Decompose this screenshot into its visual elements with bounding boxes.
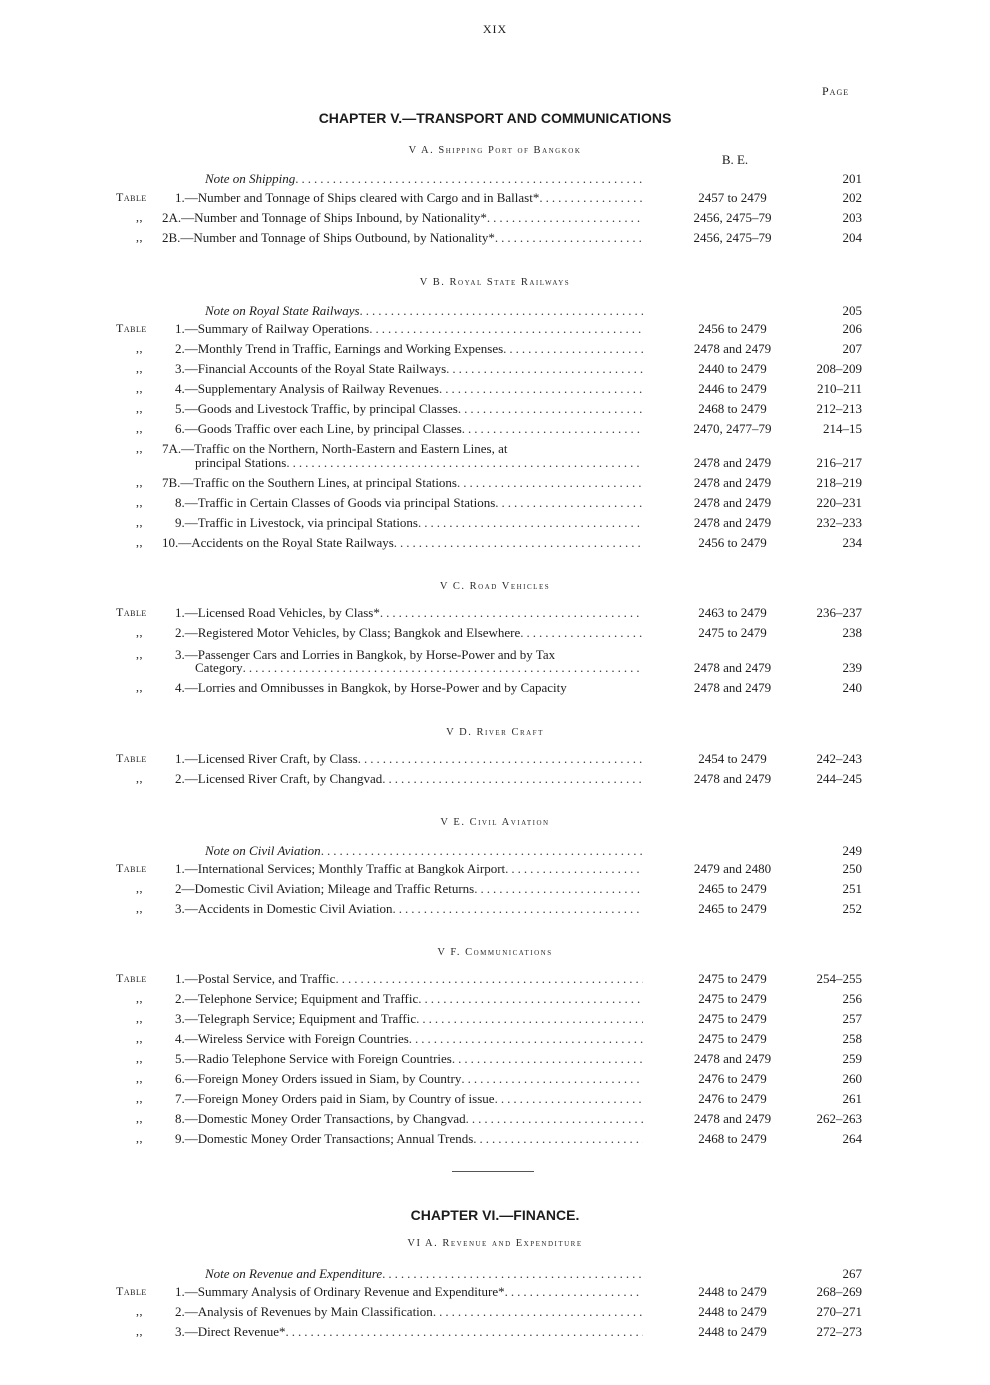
entry-page: 206	[842, 321, 862, 336]
entry-be-years: 2446 to 2479	[698, 381, 767, 396]
toc-entry	[0, 1304, 990, 1324]
page-number: XIX	[482, 22, 508, 36]
toc-entry	[0, 361, 990, 381]
toc-entry	[0, 1011, 990, 1031]
toc-entry	[0, 1131, 990, 1151]
entry-page: 262–263	[816, 1111, 862, 1126]
entry-title: 6.—Foreign Money Orders issued in Siam, by Country	[175, 1071, 462, 1086]
entry-label: ,,	[136, 381, 143, 395]
entry-label: ,,	[136, 341, 143, 355]
toc-entry	[0, 1111, 990, 1131]
entry-title: 3.—Direct Revenue*	[175, 1324, 286, 1339]
toc-entry	[0, 421, 990, 441]
entry-title: 2A.—Number and Tonnage of Ships Inbound, by Nationality*	[162, 210, 487, 225]
entry-be-years: 2479 and 2480	[693, 861, 772, 876]
dot-leader	[433, 1304, 643, 1320]
entry-label: ,,	[136, 495, 143, 509]
entry-page: 258	[842, 1031, 862, 1046]
entry-label: ,,	[136, 680, 143, 694]
entry-title: Note on Royal State Railways	[205, 303, 360, 318]
toc-entry	[0, 535, 990, 555]
entry-title: 8.—Traffic in Certain Classes of Goods via principal Stations	[175, 495, 496, 510]
toc-entry	[0, 660, 990, 680]
dot-leader	[382, 1266, 643, 1282]
entry-be-years: 2454 to 2479	[698, 751, 767, 766]
entry-be-years: 2440 to 2479	[698, 361, 767, 376]
entry-title: 7.—Foreign Money Orders paid in Siam, by Country of issue	[175, 1091, 495, 1106]
entry-page: 251	[842, 881, 862, 896]
entry-be-years: 2470, 2477–79	[693, 421, 772, 436]
section-divider	[452, 1171, 534, 1172]
dot-leader	[466, 1111, 643, 1127]
entry-be-years: 2478 and 2479	[693, 1111, 772, 1126]
entry-page: 240	[842, 680, 862, 695]
dot-leader	[409, 1031, 643, 1047]
toc-entry	[0, 680, 990, 700]
entry-page: 201	[842, 171, 862, 186]
toc-entry	[0, 1284, 990, 1304]
entry-label: ,,	[136, 881, 143, 895]
toc-entry	[0, 475, 990, 495]
entry-title: Note on Civil Aviation	[205, 843, 321, 858]
dot-leader	[473, 1131, 643, 1147]
entry-be-years: 2478 and 2479	[693, 475, 772, 490]
entry-title: 6.—Goods Traffic over each Line, by principal Classes	[175, 421, 462, 436]
entry-label: ,,	[136, 1324, 143, 1338]
entry-title: 2.—Monthly Trend in Traffic, Earnings and Working Expenses	[175, 341, 504, 356]
entry-page: 268–269	[816, 1284, 862, 1299]
dot-leader	[495, 1091, 643, 1107]
section-title: V C. Road Vehicles	[439, 581, 551, 592]
entry-be-years: 2475 to 2479	[698, 1011, 767, 1026]
entry-label: ,,	[136, 421, 143, 435]
entry-label: ,,	[136, 1131, 143, 1145]
entry-label: ,,	[136, 475, 143, 489]
entry-title: 1.—Postal Service, and Traffic	[175, 971, 336, 986]
dot-leader	[360, 303, 643, 319]
entry-page: 207	[842, 341, 862, 356]
entry-page: 264	[842, 1131, 862, 1146]
entry-be-years: 2478 and 2479	[693, 771, 772, 786]
entry-be-years: 2475 to 2479	[698, 625, 767, 640]
note-entry	[0, 171, 990, 191]
entry-be-years: 2475 to 2479	[698, 971, 767, 986]
toc-entry	[0, 1091, 990, 1111]
entry-title: 5.—Radio Telephone Service with Foreign Countries	[175, 1051, 452, 1066]
entry-label: ,,	[136, 991, 143, 1005]
entry-page: 220–231	[816, 495, 862, 510]
entry-page: 254–255	[816, 971, 862, 986]
toc-entry	[0, 771, 990, 791]
entry-title: 7B.—Traffic on the Southern Lines, at principal Stations	[162, 475, 457, 490]
entry-page: 205	[842, 303, 862, 318]
toc-entry	[0, 321, 990, 341]
entry-be-years: 2478 and 2479	[693, 680, 772, 695]
entry-be-years: 2456, 2475–79	[693, 210, 772, 225]
entry-be-years: 2476 to 2479	[698, 1071, 767, 1086]
entry-title: Note on Shipping	[205, 171, 296, 186]
entry-title: 1.—Summary of Railway Operations	[175, 321, 370, 336]
entry-title: 1.—Summary Analysis of Ordinary Revenue and Expenditure*	[175, 1284, 505, 1299]
entry-title: principal Stations	[195, 455, 287, 470]
section-title: V D. River Craft	[446, 727, 544, 738]
entry-page: 203	[842, 210, 862, 225]
entry-page: 252	[842, 901, 862, 916]
dot-leader	[495, 230, 643, 246]
dot-leader	[243, 660, 643, 676]
toc-entry	[0, 625, 990, 645]
entry-page: 244–245	[816, 771, 862, 786]
entry-title: 2B.—Number and Tonnage of Ships Outbound, by Nationality*	[162, 230, 495, 245]
toc-entry	[0, 971, 990, 991]
dot-leader	[452, 1051, 643, 1067]
toc-entry	[0, 495, 990, 515]
entry-title: 3.—Financial Accounts of the Royal State Railways	[175, 361, 447, 376]
toc-entry	[0, 455, 990, 475]
entry-page: 259	[842, 1051, 862, 1066]
entry-title: 8.—Domestic Money Order Transactions, by Changvad	[175, 1111, 466, 1126]
entry-label: ,,	[136, 1031, 143, 1045]
entry-page: 216–217	[816, 455, 862, 470]
entry-label: ,,	[136, 515, 143, 529]
entry-label: Table	[116, 751, 147, 765]
entry-title: 7A.—Traffic on the Northern, North-Eastern and Eastern Lines, at	[162, 441, 508, 456]
entry-label: ,,	[136, 210, 143, 224]
entry-page: 214–15	[823, 421, 862, 436]
dot-leader	[380, 605, 643, 621]
dot-leader	[321, 843, 643, 859]
entry-label: ,,	[136, 230, 143, 244]
toc-entry	[0, 751, 990, 771]
dot-leader	[505, 1284, 643, 1300]
dot-leader	[295, 171, 643, 187]
entry-be-years: 2478 and 2479	[693, 495, 772, 510]
entry-label: ,,	[136, 1091, 143, 1105]
dot-leader	[394, 535, 643, 551]
entry-page: 256	[842, 991, 862, 1006]
entry-page: 232–233	[816, 515, 862, 530]
note-entry	[0, 1266, 990, 1286]
entry-title: 5.—Goods and Livestock Traffic, by principal Classes	[175, 401, 458, 416]
dot-leader	[285, 1324, 643, 1340]
dot-leader	[446, 361, 643, 377]
entry-title: 1.—International Services; Monthly Traffic at Bangkok Airport	[175, 861, 506, 876]
dot-leader	[461, 1071, 643, 1087]
entry-page: 260	[842, 1071, 862, 1086]
section-title: V F. Communications	[437, 947, 553, 958]
entry-label: ,,	[136, 647, 143, 661]
entry-title: 2.—Analysis of Revenues by Main Classification	[175, 1304, 433, 1319]
toc-entry	[0, 1324, 990, 1344]
entry-label: ,,	[136, 535, 143, 549]
entry-title: 4.—Lorries and Omnibusses in Bangkok, by Horse-Power and by Capacity	[175, 680, 567, 695]
entry-page: 210–211	[816, 381, 862, 396]
entry-page: 218–219	[816, 475, 862, 490]
entry-page: 272–273	[816, 1324, 862, 1339]
dot-leader	[392, 901, 643, 917]
dot-leader	[520, 625, 643, 641]
entry-title: 2.—Telephone Service; Equipment and Traffic	[175, 991, 419, 1006]
toc-entry	[0, 1071, 990, 1091]
dot-leader	[439, 381, 643, 397]
dot-leader	[382, 771, 643, 787]
page-column-header: Page	[822, 84, 850, 98]
entry-label: ,,	[136, 1051, 143, 1065]
entry-page: 234	[842, 535, 862, 550]
entry-page: 242–243	[816, 751, 862, 766]
dot-leader	[286, 455, 643, 471]
section-title: V E. Civil Aviation	[440, 817, 550, 828]
entry-be-years: 2478 and 2479	[693, 515, 772, 530]
dot-leader	[474, 881, 643, 897]
section-title: V B. Royal State Railways	[419, 277, 571, 288]
entry-page: 208–209	[816, 361, 862, 376]
entry-title: 2.—Registered Motor Vehicles, by Class; Bangkok and Elsewhere	[175, 625, 521, 640]
entry-page: 236–237	[816, 605, 862, 620]
dot-leader	[503, 341, 643, 357]
entry-label: Table	[116, 971, 147, 985]
toc-entry	[0, 401, 990, 421]
toc-entry	[0, 515, 990, 535]
entry-title: 3.—Passenger Cars and Lorries in Bangkok, by Horse-Power and by Tax	[175, 647, 556, 662]
entry-title: 1.—Licensed Road Vehicles, by Class*	[175, 605, 380, 620]
entry-be-years: 2465 to 2479	[698, 881, 767, 896]
entry-label: Table	[116, 605, 147, 619]
entry-title: 3.—Telegraph Service; Equipment and Traffic	[175, 1011, 417, 1026]
entry-be-years: 2468 to 2479	[698, 401, 767, 416]
section-title: V A. Shipping Port of Bangkok	[408, 145, 582, 156]
entry-page: 267	[842, 1266, 862, 1281]
toc-entry	[0, 381, 990, 401]
entry-be-years: 2463 to 2479	[698, 605, 767, 620]
entry-title: 10.—Accidents on the Royal State Railways	[162, 535, 394, 550]
entry-be-years: 2478 and 2479	[693, 660, 772, 675]
entry-be-years: 2478 and 2479	[693, 455, 772, 470]
entry-be-years: 2457 to 2479	[698, 190, 767, 205]
entry-title: 9.—Traffic in Livestock, via principal Stations	[175, 515, 418, 530]
entry-label: ,,	[136, 1011, 143, 1025]
entry-be-years: 2478 and 2479	[693, 1051, 772, 1066]
section-title: VI A. Revenue and Expenditure	[407, 1238, 583, 1249]
entry-title: 4.—Supplementary Analysis of Railway Revenues	[175, 381, 439, 396]
dot-leader	[458, 401, 643, 417]
entry-page: 257	[842, 1011, 862, 1026]
entry-page: 204	[842, 230, 862, 245]
dot-leader	[457, 475, 643, 491]
entry-be-years: 2456 to 2479	[698, 535, 767, 550]
entry-label: ,,	[136, 441, 143, 455]
entry-be-years: 2475 to 2479	[698, 991, 767, 1006]
entry-label: ,,	[136, 1304, 143, 1318]
entry-title: Note on Revenue and Expenditure	[205, 1266, 383, 1281]
entry-be-years: 2448 to 2479	[698, 1324, 767, 1339]
entry-be-years: 2456, 2475–79	[693, 230, 772, 245]
toc-entry	[0, 1051, 990, 1071]
entry-be-years: 2476 to 2479	[698, 1091, 767, 1106]
entry-title: 3.—Accidents in Domestic Civil Aviation	[175, 901, 393, 916]
entry-label: ,,	[136, 1111, 143, 1125]
chapter-title: CHAPTER V.—TRANSPORT AND COMMUNICATIONS	[318, 110, 672, 126]
entry-page: 202	[842, 190, 862, 205]
dot-leader	[358, 751, 643, 767]
entry-page: 249	[842, 843, 862, 858]
entry-page: 212–213	[816, 401, 862, 416]
entry-title: 1.—Number and Tonnage of Ships cleared with Cargo and in Ballast*	[175, 190, 540, 205]
note-entry	[0, 303, 990, 323]
toc-entry	[0, 210, 990, 230]
dot-leader	[539, 190, 643, 206]
entry-label: Table	[116, 1284, 147, 1298]
entry-be-years: 2468 to 2479	[698, 1131, 767, 1146]
entry-be-years: 2448 to 2479	[698, 1304, 767, 1319]
dot-leader	[487, 210, 643, 226]
toc-entry	[0, 230, 990, 250]
toc-entry	[0, 901, 990, 921]
dot-leader	[416, 1011, 643, 1027]
entry-be-years: 2448 to 2479	[698, 1284, 767, 1299]
entry-label: Table	[116, 190, 147, 204]
entry-label: ,,	[136, 901, 143, 915]
entry-page: 238	[842, 625, 862, 640]
toc-entry	[0, 1031, 990, 1051]
be-column-header: B. E.	[721, 152, 749, 167]
entry-page: 270–271	[816, 1304, 862, 1319]
entry-page: 250	[842, 861, 862, 876]
toc-entry	[0, 991, 990, 1011]
entry-be-years: 2478 and 2479	[693, 341, 772, 356]
entry-title: 9.—Domestic Money Order Transactions; Annual Trends	[175, 1131, 474, 1146]
chapter-title: CHAPTER VI.—FINANCE.	[410, 1207, 580, 1223]
entry-be-years: 2465 to 2479	[698, 901, 767, 916]
toc-entry	[0, 190, 990, 210]
note-entry	[0, 843, 990, 863]
entry-page: 261	[842, 1091, 862, 1106]
entry-title: 2.—Licensed River Craft, by Changvad	[175, 771, 383, 786]
entry-label: Table	[116, 321, 147, 335]
entry-label: ,,	[136, 401, 143, 415]
toc-entry	[0, 881, 990, 901]
entry-label: ,,	[136, 1071, 143, 1085]
toc-entry	[0, 605, 990, 625]
entry-title: 2—Domestic Civil Aviation; Mileage and Traffic Returns	[175, 881, 475, 896]
entry-label: ,,	[136, 625, 143, 639]
entry-title: 1.—Licensed River Craft, by Class	[175, 751, 358, 766]
entry-title: 4.—Wireless Service with Foreign Countries	[175, 1031, 409, 1046]
entry-label: Table	[116, 861, 147, 875]
entry-be-years: 2456 to 2479	[698, 321, 767, 336]
dot-leader	[418, 515, 643, 531]
dot-leader	[495, 495, 643, 511]
toc-entry	[0, 341, 990, 361]
dot-leader	[462, 421, 643, 437]
entry-page: 239	[842, 660, 862, 675]
dot-leader	[335, 971, 643, 987]
entry-title: Category	[195, 660, 243, 675]
entry-label: ,,	[136, 361, 143, 375]
toc-entry	[0, 861, 990, 881]
dot-leader	[369, 321, 643, 337]
entry-label: ,,	[136, 771, 143, 785]
dot-leader	[418, 991, 643, 1007]
entry-be-years: 2475 to 2479	[698, 1031, 767, 1046]
dot-leader	[505, 861, 643, 877]
